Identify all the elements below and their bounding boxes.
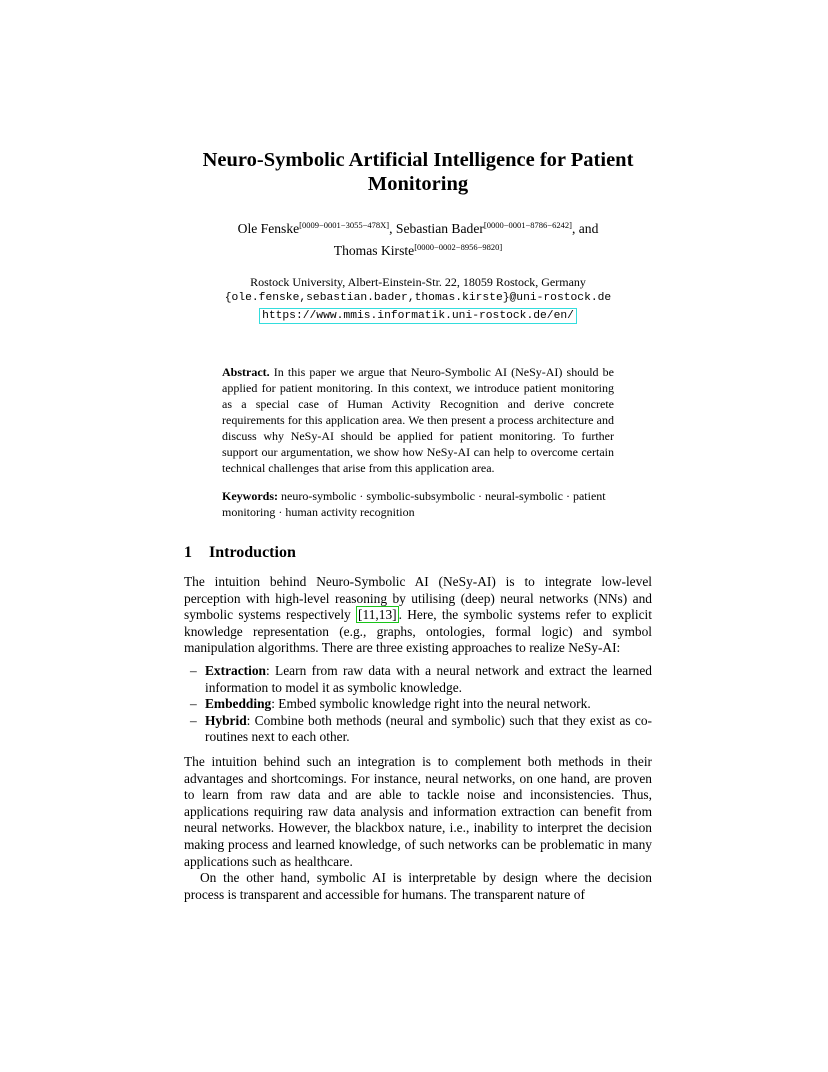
abstract-label: Abstract. [222, 365, 270, 379]
paragraph-text: The intuition behind Neuro-Symbolic AI (NeSy-AI) is to integrate low-level perception with high-level reasoning by utilising (deep) neural networks (NNs) and symbolic systems respectively [184, 574, 652, 623]
approach-term: Extraction [205, 662, 266, 678]
list-dash: – [190, 662, 197, 678]
abstract [222, 364, 614, 476]
list-dash: – [190, 712, 197, 728]
title-line-2: Monitoring [367, 173, 469, 195]
paragraph-text: . Here, the symbolic systems refer to explicit knowledge representation (e.g., graphs, ontologies, formal logic) and symbol manipulation algorithms. There are three existing approaches to realize NeSy-AI: [184, 607, 652, 656]
author-orcid: [0000−0002−8956−9820] [414, 242, 503, 252]
intro-paragraph-3: On the other hand, symbolic AI is interpretable by design where the decision process is transparent and accessible for humans. The transparent nature of [184, 870, 652, 902]
abstract-text: In this paper we argue that Neuro-Symbolic AI (NeSy-AI) should be applied for patient monitoring. In this context, we introduce patient monitoring as a special case of Human Activity Recognition and derive concrete requirements for this application area. We then present a process architecture and discuss why NeSy-AI should be applied for patient monitoring. To further support our argumentation, we show how NeSy-AI can help to overcome certain technical challenges that arise from this application area. [222, 365, 614, 475]
author-emails: {ole.fenske,sebastian.bader,thomas.kirste}@uni-rostock.de [224, 292, 612, 304]
affiliation-block [184, 274, 652, 324]
approaches-list [184, 663, 652, 746]
keywords [222, 488, 614, 520]
list-item [184, 663, 652, 696]
paper-page [184, 148, 652, 903]
author-and: , and [571, 221, 599, 236]
list-item [184, 696, 652, 713]
author-orcid: [0000−0001−8786−6242] [483, 220, 572, 230]
keywords-text: neuro-symbolic · symbolic-subsymbolic · neural-symbolic · patient monitoring · human activity recognition [222, 489, 606, 519]
approach-desc: : Embed symbolic knowledge right into the neural network. [271, 696, 591, 712]
author-separator: , [389, 221, 393, 236]
citation-box [356, 606, 399, 623]
institute-url-link[interactable]: https://www.mmis.informatik.uni-rostock.de/en/ [259, 308, 577, 324]
approach-desc: : Learn from raw data with a neural network and extract the learned information to model it as symbolic knowledge. [205, 662, 652, 695]
citation-link-13[interactable]: 13 [378, 607, 393, 623]
citation-link-11[interactable]: 11 [362, 607, 376, 623]
cite-bracket: [ [358, 607, 363, 623]
author-name: Thomas Kirste [333, 243, 415, 258]
section-number: 1 [184, 544, 192, 561]
title-line-1: Neuro-Symbolic Artificial Intelligence for Patient [202, 149, 634, 171]
author-name: Ole Fenske [237, 221, 300, 236]
list-item [184, 713, 652, 746]
paper-title [184, 148, 652, 196]
intro-paragraph-1 [184, 574, 652, 657]
author-list [184, 216, 652, 260]
approach-desc: : Combine both methods (neural and symbolic) such that they exist as co-routines next to each other. [205, 712, 652, 745]
cite-bracket: ] [392, 607, 397, 623]
list-dash: – [190, 696, 197, 712]
section-heading-introduction [184, 544, 652, 562]
author-name: Sebastian Bader [395, 221, 484, 236]
arxiv-sidebar [14, 200, 62, 760]
author-orcid: [0009−0001−3055−478X] [299, 220, 390, 230]
approach-term: Hybrid [205, 712, 247, 728]
intro-paragraph-2: The intuition behind such an integration is to complement both methods in their advantages and shortcomings. For instance, neural networks, on one hand, are proven to learn from raw data and are able to tackle noise and inconsistencies. Thus, applications requiring raw data analysis and information extraction can benefit from neural networks. However, the blackbox nature, i.e., inability to interpret the decision making process and learned knowledge, of such networks can be problematic in many applications such as healthcare. [184, 753, 652, 869]
section-title: Introduction [209, 544, 296, 561]
keywords-label: Keywords: [222, 489, 278, 503]
cite-comma: , [375, 607, 379, 623]
affiliation: Rostock University, Albert-Einstein-Str. 22, 18059 Rostock, Germany [250, 275, 586, 289]
approach-term: Embedding [205, 696, 272, 712]
